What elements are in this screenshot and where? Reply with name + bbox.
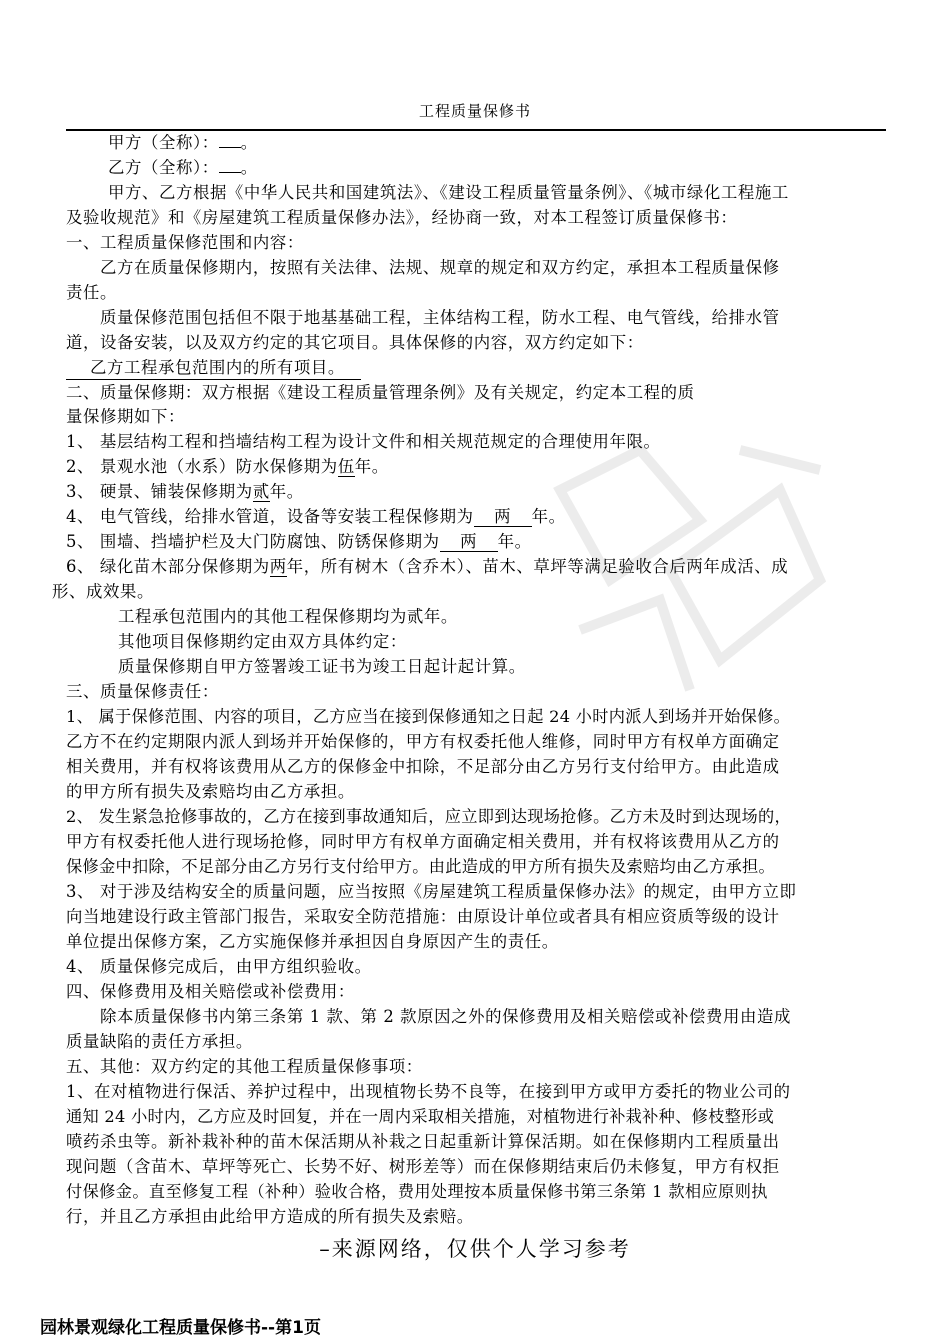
period-value: 两 [440, 533, 498, 552]
paragraph-line: 量保修期如下： [66, 407, 185, 426]
paragraph-line: 形、成效果。 [52, 582, 154, 601]
paragraph-line: 质量保修期自甲方签署竣工证书为竣工日起计起计算。 [118, 657, 526, 676]
section-heading: 二、质量保修期：双方根据《建设工程质量管理条例》及有关规定，约定本工程的质 [66, 383, 695, 402]
party-b-line: 乙方（全称）： 。 [108, 158, 258, 177]
paragraph-line: 保修金中扣除，不足部分由乙方另行支付给甲方。由此造成的甲方所有损失及索赔均由乙方承担。 [66, 857, 775, 876]
paragraph-line: 相关费用，并有权将该费用从乙方的保修金中扣除，不足部分由乙方另行支付给甲方。由此造成 [66, 757, 780, 776]
page-title: 工程质量保修书 [418, 102, 531, 120]
section-heading: 五、其他：双方约定的其他工程质量保修事项： [66, 1057, 423, 1076]
paragraph-line: 质量缺陷的责任方承担。 [66, 1032, 253, 1051]
list-item: 4、 电气管线，给排水管道，设备等安装工程保修期为 两 年。 [66, 507, 566, 526]
paragraph-line: 工程承包范围内的其他工程保修期均为贰年。 [118, 607, 458, 626]
paragraph-line: 行，并且乙方承担由此给甲方造成的所有损失及索赔。 [66, 1207, 474, 1226]
paragraph-line: 1、 属于保修范围、内容的项目，乙方应当在接到保修通知之日起 24 小时内派人到场并开始保修。 [66, 707, 791, 726]
paragraph-line: 喷药杀虫等。新补栽补种的苗木保活期从补栽之日起重新计算保活期。如在保修期内工程质量出 [66, 1132, 780, 1151]
paragraph-line: 除本质量保修书内第三条第 1 款、第 2 款原因之外的保修费用及相关赔偿或补偿费用由造成 [100, 1007, 791, 1026]
paragraph-line: 甲方有权委托他人进行现场抢修，同时甲方有权单方面确定相关费用，并有权将该费用从乙方的 [66, 832, 780, 851]
list-item: 3、 硬景、铺装保修期为贰年。 [66, 482, 304, 501]
paragraph-line: 甲方、乙方根据《中华人民共和国建筑法》、《建设工程质量管量条例》、《城市绿化工程施工 [108, 183, 789, 202]
paragraph-line: 通知 24 小时内，乙方应及时回复，并在一周内采取相关措施，对植物进行补栽补种、修枝整形或 [66, 1107, 775, 1126]
paragraph-line: 责任。 [66, 283, 117, 302]
section-heading: 四、保修费用及相关赔偿或补偿费用： [66, 982, 355, 1001]
section-heading: 三、质量保修责任： [66, 682, 219, 701]
party-a-name-field [219, 147, 241, 148]
paragraph-line: 的甲方所有损失及索赔均由乙方承担。 [66, 782, 355, 801]
period-value: 贰 [252, 482, 270, 501]
party-b-name-field [219, 172, 241, 173]
paragraph-line: 向当地建设行政主管部门报告，采取安全防范措施：由原设计单位或者具有相应资质等级的设计 [66, 907, 780, 926]
paragraph-line: 乙方不在约定期限内派人到场并开始保修的，甲方有权委托他人维修，同时甲方有权单方面确定 [66, 732, 780, 751]
paragraph-line: 2、 发生紧急抢修事故的，乙方在接到事故通知后，应立即到达现场抢修。乙方未及时到达现场的， [66, 807, 792, 826]
period-value: 两 [474, 508, 532, 527]
section-heading: 一、工程质量保修范围和内容： [66, 233, 304, 252]
paragraph-line: 现问题（含苗木、草坪等死亡、长势不好、树形差等）而在保修期结束后仍未修复，甲方有权拒 [66, 1157, 780, 1176]
paragraph-line: 及验收规范》和《房屋建筑工程质量保修办法》，经协商一致，对本工程签订质量保修书： [66, 208, 738, 227]
list-item: 5、 围墙、挡墙护栏及大门防腐蚀、防锈保修期为 两 年。 [66, 532, 532, 551]
paragraph-line: 道，设备安装，以及双方约定的其它项目。具体保修的内容，双方约定如下： [66, 333, 644, 352]
page-footer-label: 园林景观绿化工程质量保修书--第1页 [40, 1318, 321, 1338]
paragraph-line: 其他项目保修期约定由双方具体约定： [118, 632, 407, 651]
paragraph-line: 质量保修范围包括但不限于地基基础工程，主体结构工程，防水工程、电气管线，给排水管 [100, 308, 780, 327]
list-item: 6、 绿化苗木部分保修期为两年，所有树木（含乔木）、苗木、草坪等满足验收合后两年成活、成 [66, 557, 789, 576]
paragraph-line: 4、 质量保修完成后，由甲方组织验收。 [66, 957, 372, 976]
source-note: –来源网络，仅供个人学习参考 [319, 1237, 631, 1261]
period-value: 伍 [337, 457, 355, 476]
party-a-line: 甲方（全称）： 。 [108, 133, 258, 152]
paragraph-line: 1、在对植物进行保活、养护过程中，出现植物长势不良等，在接到甲方或甲方委托的物业公司的 [66, 1082, 791, 1101]
paragraph-line: 单位提出保修方案，乙方实施保修并承担因自身原因产生的责任。 [66, 932, 559, 951]
period-value: 两 [269, 557, 287, 576]
list-item: 1、 基层结构工程和挡墙结构工程为设计文件和相关规范规定的合理使用年限。 [66, 432, 661, 451]
paragraph-line: 付保修金。直至修复工程（补种）验收合格，费用处理按本质量保修书第三条第 1 款相应原则执 [66, 1182, 768, 1201]
paragraph-line: 乙方在质量保修期内，按照有关法律、法规、规章的规定和双方约定，承担本工程质量保修 [100, 258, 780, 277]
list-item: 2、 景观水池（水系）防水保修期为伍年。 [66, 457, 389, 476]
header-divider [66, 129, 886, 131]
scope-agreement-line: 乙方工程承包范围内的所有项目。 [66, 357, 361, 380]
paragraph-line: 3、 对于涉及结构安全的质量问题，应当按照《房屋建筑工程质量保修办法》的规定，由甲方立即 [66, 882, 797, 901]
